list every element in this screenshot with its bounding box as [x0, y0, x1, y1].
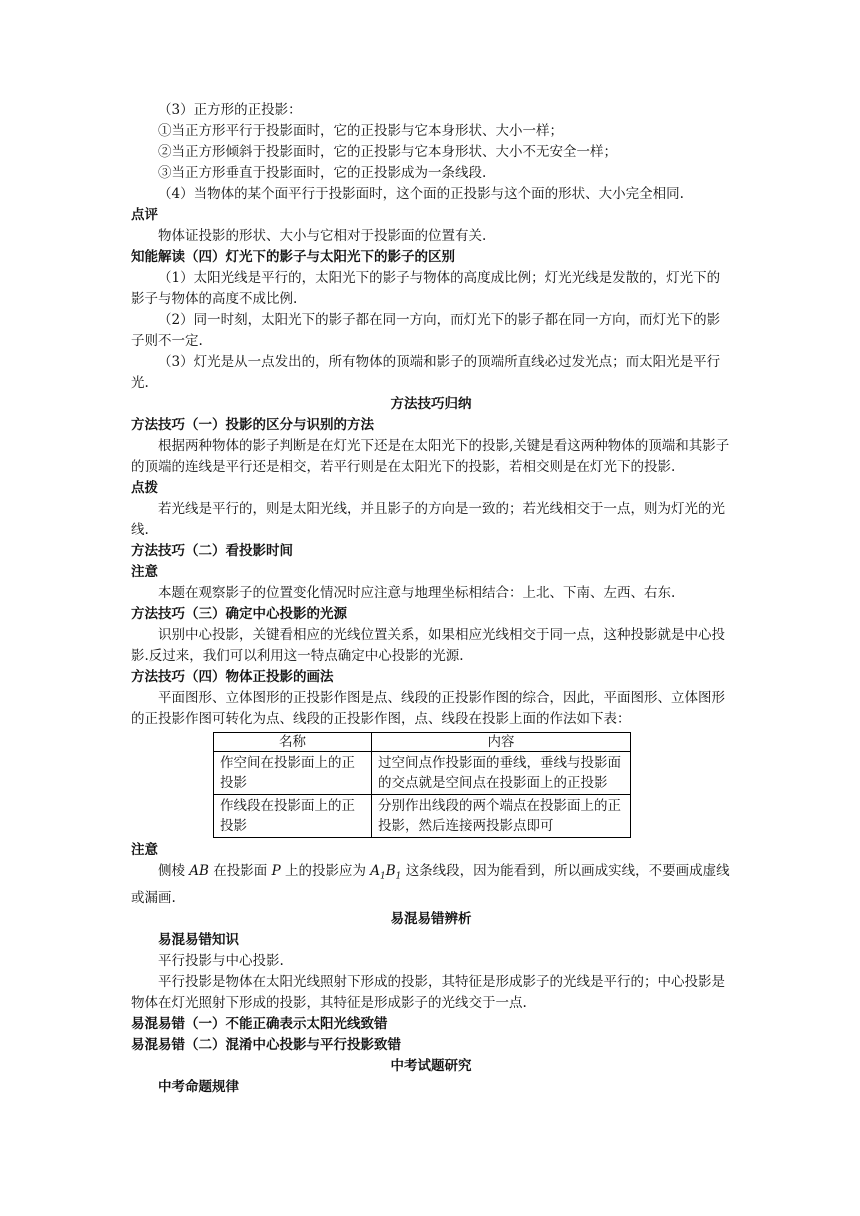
heading-error-2: 易混易错（二）混淆中心投影与平行投影致错 [131, 1036, 401, 1053]
table-header-row [214, 733, 631, 752]
paragraph: 平行投影与中心投影. [158, 952, 284, 969]
heading-error-1: 易混易错（一）不能正确表示太阳光线致错 [131, 1015, 388, 1032]
section-title-exam: 中考试题研究 [390, 1057, 472, 1074]
math-a: A [370, 863, 380, 879]
paragraph: 若光线是平行的，则是太阳光线，并且影子的方向是一致的；若光线相交于一点，则为灯光的光线. [131, 501, 725, 538]
paragraph: ②当正方形倾斜于投影面时，它的正投影与它本身形状、大小不无安全一样； [158, 144, 617, 160]
paragraph [131, 861, 731, 909]
paragraph: 根据两种物体的影子判断是在灯光下还是在太阳光下的投影,关键是看这两种物体的顶端和其影子的顶端的连线是平行还是相交，若平行则是在太阳光下的投影，若相交则是在灯光下的投影. [131, 438, 730, 475]
paragraph: （1）太阳光线是平行的，太阳光下的影子与物体的高度成比例；灯光光线是发散的，灯光下的影子与物体的高度不成比例. [131, 270, 721, 307]
heading-error-knowledge: 易混易错知识 [158, 931, 239, 948]
table-cell: 作线段在投影面上的正投影 [214, 795, 372, 838]
paragraph: 平面图形、立体图形的正投影作图是点、线段的正投影作图的综合，因此，平面图形、立体图形的正投影作图可转化为点、线段的正投影作图，点、线段在投影上面的作法如下表： [131, 690, 725, 727]
table-cell: 过空间点作投影面的垂线，垂线与投影面的交点就是空间点在投影面上的正投影 [372, 752, 631, 795]
heading-exam-rules: 中考命题规律 [158, 1078, 239, 1095]
table-cell: 分别作出线段的两个端点在投影面上的正投影，然后连接两投影点即可 [372, 795, 631, 838]
math-ab: AB [189, 863, 209, 879]
paragraph: ①当正方形平行于投影面时，它的正投影与它本身形状、大小一样； [158, 123, 563, 139]
paragraph: （2）同一时刻，太阳光下的影子都在同一方向，而灯光下的影子都在同一方向，而灯光下的影子则不一定. [131, 312, 721, 349]
paragraph: （3）正方形的正投影： [158, 102, 302, 118]
paragraph: （3）灯光是从一点发出的，所有物体的顶端和影子的顶端所直线必过发光点；而太阳光是平行光. [131, 354, 721, 391]
math-p: P [271, 863, 281, 879]
text-run: 上的投影应为 [284, 863, 366, 879]
heading-method-4: 方法技巧（四）物体正投影的画法 [131, 669, 334, 685]
paragraph: ③当正方形垂直于投影面时，它的正投影成为一条线段. [158, 165, 487, 181]
table-row [214, 752, 631, 795]
paragraph: 本题在观察影子的位置变化情况时应注意与地理坐标相结合：上北、下南、左西、右东. [158, 585, 676, 601]
section-title-errors: 易混易错辨析 [390, 910, 472, 927]
heading-knowledge-4: 知能解读（四）灯光下的影子与太阳光下的影子的区别 [131, 249, 455, 265]
paragraph: 平行投影是物体在太阳光线照射下形成的投影，其特征是形成影子的光线是平行的；中心投影是物体在灯光照射下形成的投影，其特征是形成影子的光线交于一点. [131, 973, 725, 1011]
table-header-cell: 名称 [214, 733, 372, 752]
text-run: 侧棱 [158, 863, 185, 879]
heading-note: 注意 [131, 842, 158, 858]
table-cell: 作空间在投影面上的正投影 [214, 752, 372, 795]
paragraph: （4）当物体的某个面平行于投影面时，这个面的正投影与这个面的形状、大小完全相同. [158, 186, 684, 202]
paragraph: 识别中心投影，关键看相应的光线位置关系，如果相应光线相交于同一点，这种投影就是中心投影.反过来，我们可以利用这一特点确定中心投影的光源. [131, 627, 725, 664]
table-row [214, 795, 631, 838]
heading-note: 注意 [131, 564, 158, 580]
section-title-methods: 方法技巧归纳 [390, 396, 472, 412]
heading-tip: 点拨 [131, 480, 158, 496]
math-a1b1 [370, 863, 402, 882]
heading-comment: 点评 [131, 207, 158, 223]
heading-method-2: 方法技巧（二）看投影时间 [131, 543, 293, 559]
projection-table [213, 732, 631, 838]
document-body [131, 100, 731, 1098]
heading-method-1: 方法技巧（一）投影的区分与识别的方法 [131, 417, 374, 433]
math-subscript: 1 [380, 871, 386, 882]
math-subscript: 1 [395, 871, 402, 882]
math-b: B [385, 863, 396, 879]
text-run: 在投影面 [213, 863, 268, 879]
paragraph: 物体证投影的形状、大小与它相对于投影面的位置有关. [158, 228, 487, 244]
heading-method-3: 方法技巧（三）确定中心投影的光源 [131, 606, 347, 622]
table-header-cell: 内容 [372, 733, 631, 752]
text-run: 这条线段，因为能看到，所以画成实线，不要画成虚线或漏画. [131, 863, 730, 906]
